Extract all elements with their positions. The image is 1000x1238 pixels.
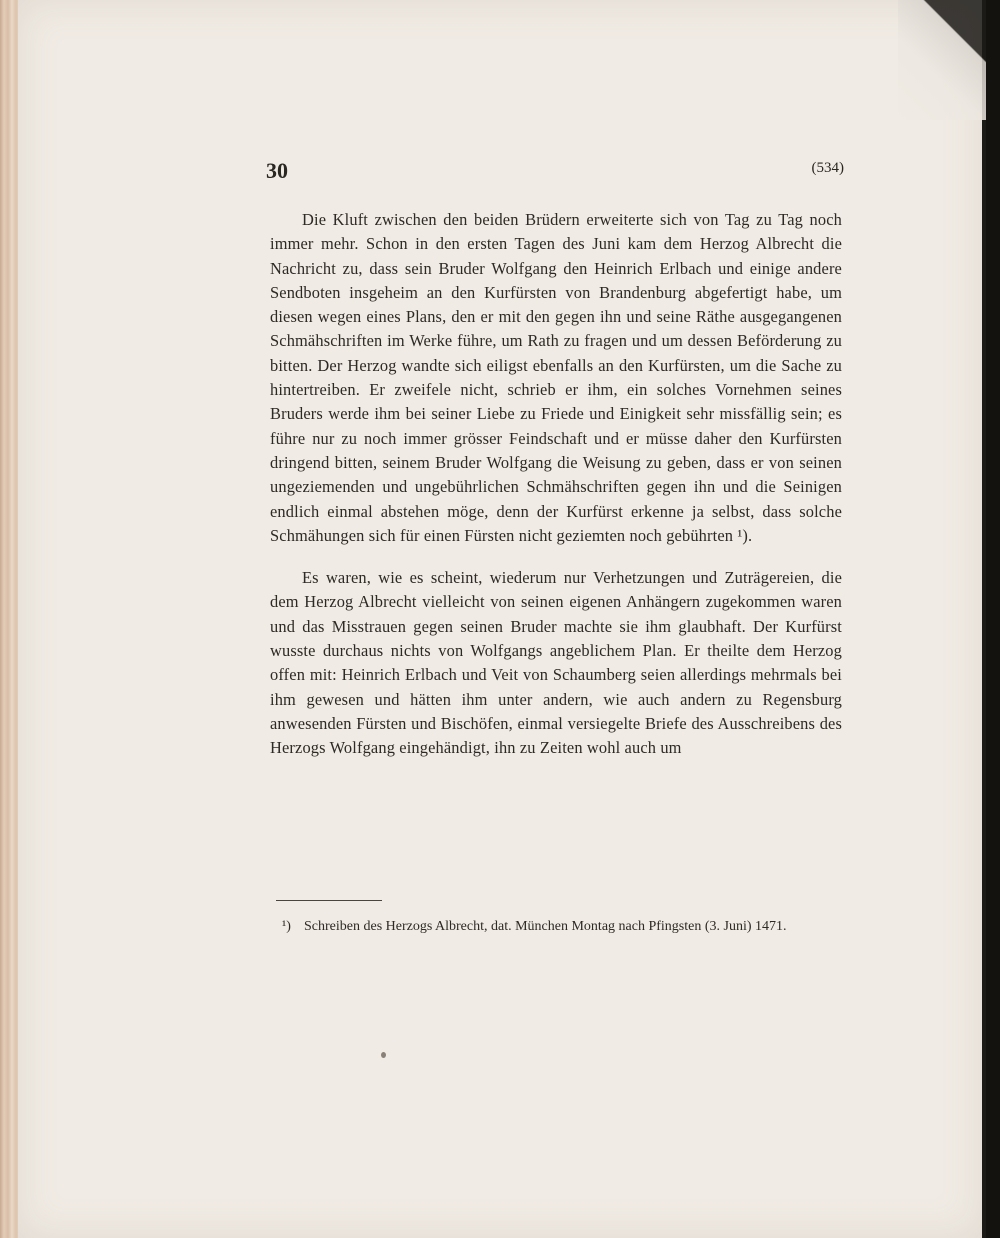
paragraph: Es waren, wie es scheint, wiederum nur Verhetzungen und Zuträgereien, die dem Herzog Albrecht vielleicht von seinen eigenen Anhängern zugekommen waren und das Misstrauen gegen seinen Bruder machte sie ihm glaubhaft. Der Kurfürst wusste durchaus nichts von Wolfgangs angeblichem Plan. Er theilte dem Herzog offen mit: Heinrich Erlbach und Veit von Schaumberg seien allerdings mehrmals bei ihm gewesen und hätten ihm unter andern, wie auch andern zu Regensburg anwesenden Fürsten und Bischöfen, einmal versiegelte Briefe des Ausschreibens des Herzogs Wolfgang eingehändigt, ihn zu Zeiten wohl auch um	[270, 568, 842, 758]
paper-speck	[381, 1052, 386, 1058]
main-text	[270, 208, 842, 761]
footnote-divider	[276, 900, 382, 901]
running-header	[266, 158, 844, 186]
page-corner-curl	[898, 0, 988, 120]
page-reference: (534)	[811, 160, 844, 176]
footnote-marker: ¹)	[282, 919, 291, 934]
page-number: 30	[266, 158, 288, 183]
paragraph: Die Kluft zwischen den beiden Brüdern erweiterte sich von Tag zu Tag noch immer mehr. Schon in den ersten Tagen des Juni kam dem Herzog Albrecht die Nachricht zu, dass sein Bruder Wolfgang den Heinrich Erlbach und einige andere Sendboten insgeheim an den Kurfürsten von Brandenburg abgefertigt habe, um diesen wegen eines Plans, den er mit den gegen ihn und seine Räthe ausgegangenen Schmähschriften im Werke führe, um Rath zu fragen und um dessen Beförderung zu bitten. Der Herzog wandte sich eiligst ebenfalls an den Kurfürsten, um die Sache zu hintertreiben. Er zweifele nicht, schrieb er ihm, ein solches Vornehmen seines Bruders werde ihm bei seiner Liebe zu Friede und Einigkeit sehr missfällig sein; es führe nur zu noch immer grösser Feindschaft und er müsse daher den Kurfürsten dringend bitten, seinem Bruder Wolfgang die Weisung zu geben, dass er von seinen ungeziemenden und ungebührlichen Schmähschriften gegen ihn und die Seinigen endlich einmal abstehen möge, denn der Kurfürst erkenne ja selbst, dass solche Schmähungen sich für einen Fürsten nicht geziemten noch gebührten ¹).	[270, 210, 842, 545]
scanner-background-strip	[986, 0, 1000, 1238]
footnote-text: Schreiben des Herzogs Albrecht, dat. München Montag nach Pfingsten (3. Juni) 1471.	[304, 919, 787, 934]
footnote	[282, 916, 844, 938]
